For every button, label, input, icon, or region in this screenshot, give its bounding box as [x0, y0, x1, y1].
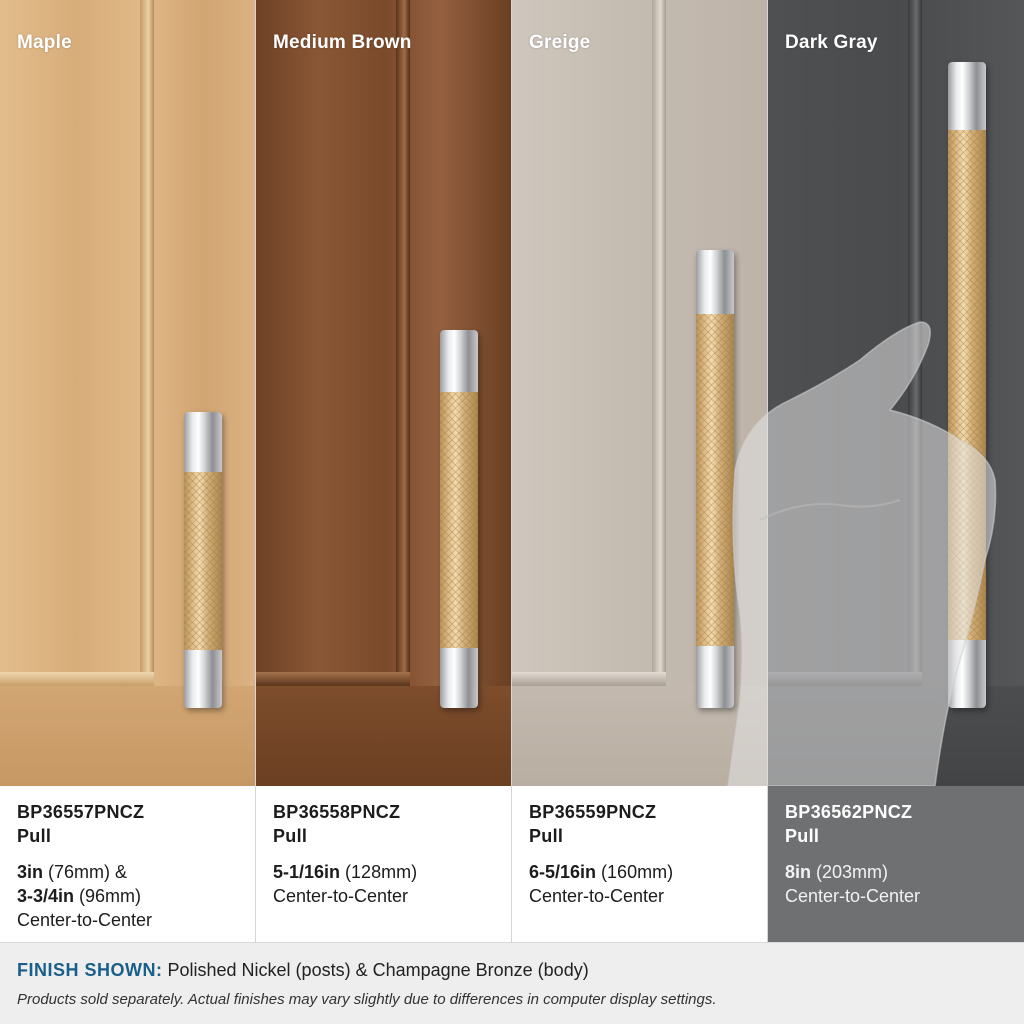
caption: [0, 786, 256, 942]
sku: BP36562PNCZ: [785, 802, 913, 822]
spec-line: 6-5/16in (160mm): [529, 862, 674, 882]
sku: BP36557PNCZ: [17, 802, 145, 822]
pull-handle: [184, 412, 222, 708]
spec-line: Center-to-Center: [785, 886, 921, 906]
spec: [785, 860, 1007, 908]
spec-line: Center-to-Center: [529, 886, 665, 906]
spec-line: Center-to-Center: [17, 910, 153, 930]
spec: [17, 860, 239, 932]
spec-line: 3-3/4in (96mm): [17, 886, 142, 906]
finish-shown: [17, 960, 1007, 981]
pull-handle: [696, 250, 734, 708]
pull-handle: [948, 62, 986, 708]
spec-line: Center-to-Center: [273, 886, 409, 906]
finish-value: Polished Nickel (posts) & Champagne Bronze (body): [162, 960, 589, 980]
product-type: Pull: [529, 826, 564, 846]
panel-medium-brown: [256, 0, 512, 942]
door-label: Medium Brown: [273, 32, 412, 53]
spec-line: 8in (203mm): [785, 862, 889, 882]
footer: [0, 942, 1024, 1024]
product-type: Pull: [273, 826, 308, 846]
caption: [768, 786, 1024, 942]
door-label: Greige: [529, 32, 591, 53]
door-label: Dark Gray: [785, 32, 878, 53]
product-type: Pull: [785, 826, 820, 846]
finish-key: FINISH SHOWN:: [17, 960, 163, 980]
disclaimer: Products sold separately. Actual finishes may vary slightly due to differences in computer display settings.: [17, 991, 717, 1008]
product-type: Pull: [17, 826, 52, 846]
door-swatch-maple: [0, 0, 256, 786]
door-label: Maple: [17, 32, 72, 53]
pull-handle: [440, 330, 478, 708]
door-swatch-medium-brown: [256, 0, 512, 786]
door-swatch-greige: [512, 0, 768, 786]
spec-line: 5-1/16in (128mm): [273, 862, 418, 882]
spec: [529, 860, 751, 908]
spec-line: 3in (76mm) &: [17, 862, 128, 882]
sku: BP36559PNCZ: [529, 802, 657, 822]
panel-greige: [512, 0, 768, 942]
sku: BP36558PNCZ: [273, 802, 401, 822]
door-swatch-dark-gray: [768, 0, 1024, 786]
panel-maple: [0, 0, 256, 942]
caption: [256, 786, 512, 942]
caption: [512, 786, 768, 942]
spec: [273, 860, 495, 908]
panel-dark-gray: [768, 0, 1024, 942]
